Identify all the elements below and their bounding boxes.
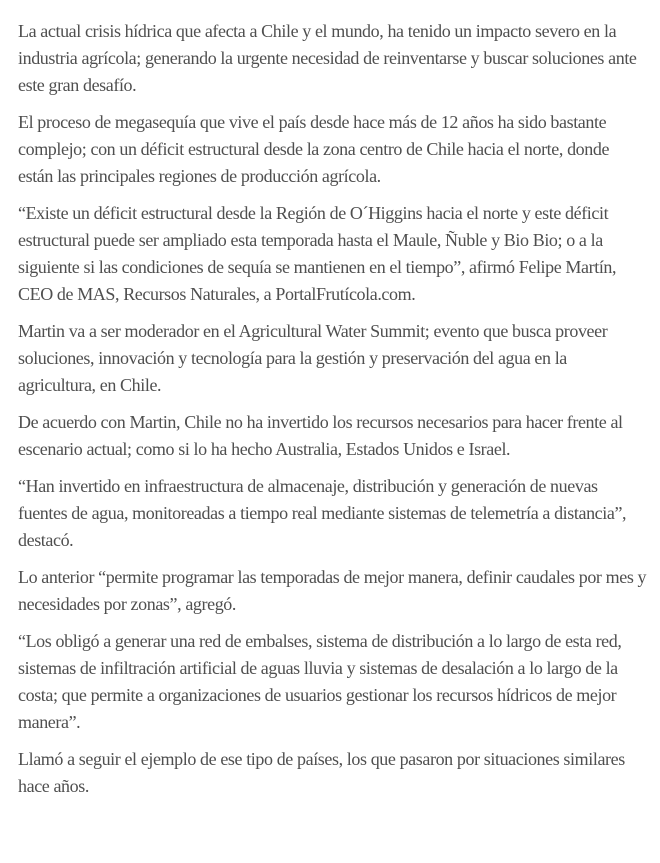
article-paragraph-6: “Han invertido en infraestructura de almacenaje, distribución y generación de nuevas fuentes de agua, monitoreadas a tiempo real mediante sistemas de telemetría a distancia”, destacó. (18, 476, 627, 550)
article-paragraph-4: Martin va a ser moderador en el Agricultural Water Summit; evento que busca proveer soluciones, innovación y tecnología para la gestión y preservación del agua en la agricultura, en Chile. (18, 321, 608, 395)
article-paragraph-2: El proceso de megasequía que vive el país desde hace más de 12 años ha sido bastante complejo; con un déficit estructural desde la zona centro de Chile hacia el norte, donde están las principales regiones de producción agrícola. (18, 112, 610, 186)
article-paragraph-1: La actual crisis hídrica que afecta a Chile y el mundo, ha tenido un impacto severo en la industria agrícola; generando la urgente necesidad de reinventarse y buscar soluciones ante este gran desafío. (18, 21, 637, 95)
article-paragraph-7: Lo anterior “permite programar las temporadas de mejor manera, definir caudales por mes y necesidades por zonas”, agregó. (18, 567, 647, 614)
article-paragraph-5: De acuerdo con Martin, Chile no ha invertido los recursos necesarios para hacer frente al escenario actual; como si lo ha hecho Australia, Estados Unidos e Israel. (18, 412, 623, 459)
article-paragraph-3: “Existe un déficit estructural desde la Región de O´Higgins hacia el norte y este déficit estructural puede ser ampliado esta temporada hasta el Maule, Ñuble y Bio Bio; o a la siguiente si las condiciones de sequía se mantienen en el tiempo”, afirmó Felipe Martín, CEO de MAS, Recursos Naturales, a PortalFrutícola.com. (18, 203, 617, 304)
article-paragraph-9: Llamó a seguir el ejemplo de ese tipo de países, los que pasaron por situaciones similares hace años. (18, 749, 625, 796)
article-paragraph-8: “Los obligó a generar una red de embalses, sistema de distribución a lo largo de esta red, sistemas de infiltración artificial de aguas lluvia y sistemas de desalación a lo largo de la costa; que permite a organizaciones de usuarios gestionar los recursos hídricos de mejor manera”. (18, 631, 622, 732)
